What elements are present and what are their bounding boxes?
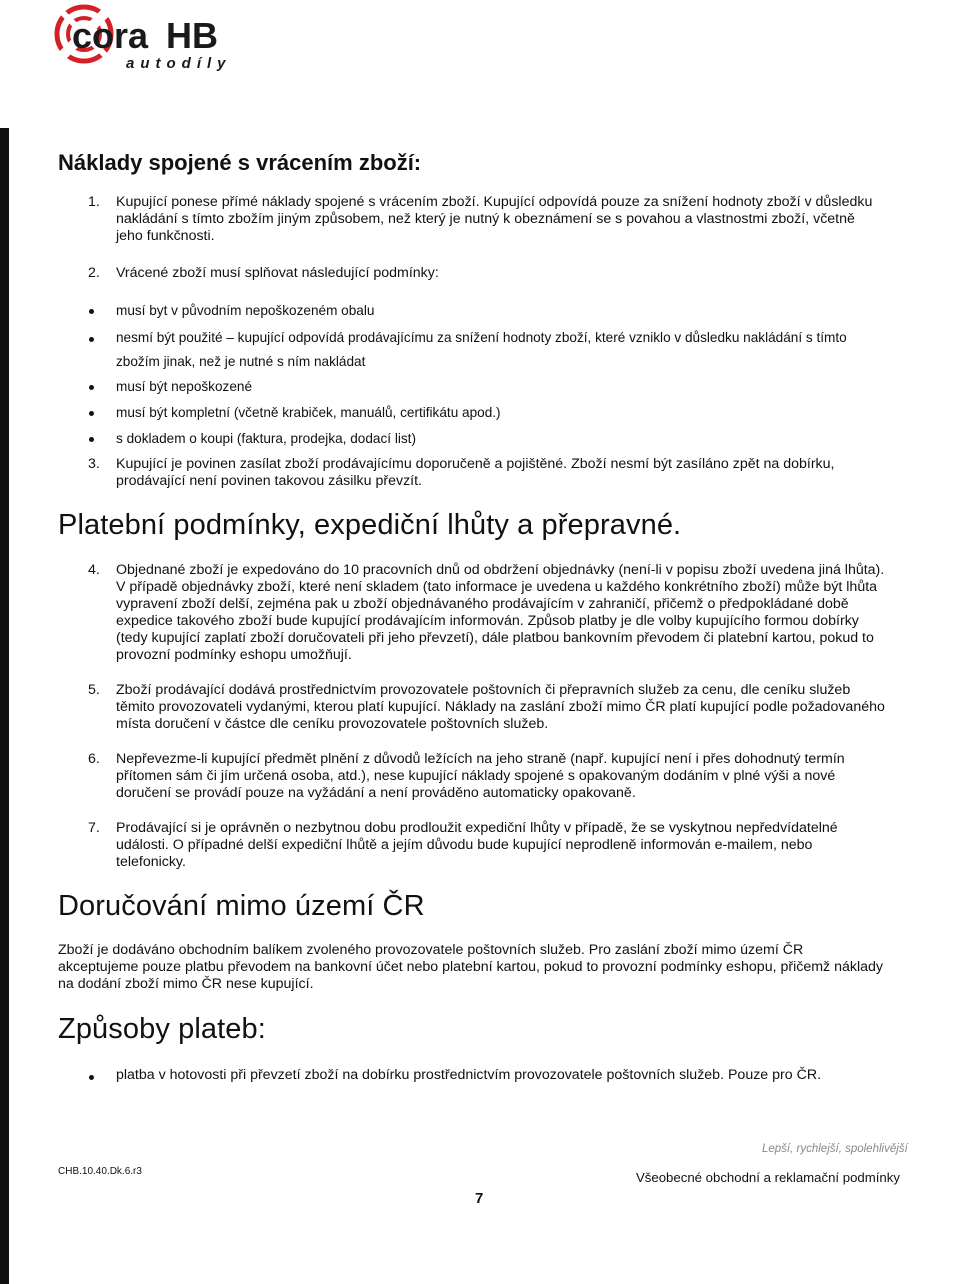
bullet-text: musí byt v původním nepoškozeném obalu bbox=[116, 303, 375, 318]
paragraph-line: na dodání zboží mimo ČR nese kupující. bbox=[58, 976, 314, 992]
paragraph-line: Zboží je dodáváno obchodním balíkem zvoleného provozovatele poštovních služeb. Pro zaslání zboží mimo území ČR bbox=[58, 942, 804, 958]
footer-doc-title: Všeobecné obchodní a reklamační podmínky bbox=[636, 1170, 900, 1185]
section-heading-returns: Náklady spojené s vrácením zboží: bbox=[58, 150, 422, 175]
item-text-line: Kupující je povinen zasílat zboží prodávajícímu doporučeně a pojištěné. Zboží nesmí být zasíláno zpět na dobírku, bbox=[116, 456, 835, 472]
corahb-logo bbox=[54, 4, 244, 72]
item-text-line: těmito provozovateli vydanými, kterou platí kupující. Náklady na zaslání zboží mimo ČR platí kupující podle požadovaného bbox=[116, 699, 885, 715]
item-text-line: doručení se provádí pouze na vyžádání a není prováděno automaticky opakovaně. bbox=[116, 785, 636, 801]
bullet-dot bbox=[89, 309, 94, 314]
section-heading-delivery-abroad: Doručování mimo území ČR bbox=[58, 890, 425, 922]
item-text-line: provozní podmínky eshopu umožňují. bbox=[116, 647, 352, 663]
item-text-line: jeho funkčnosti. bbox=[116, 228, 215, 244]
item-text-line: nakládání s tímto zbožím jiným způsobem, než který je nutný k obeznámení se s povahou a vlastnostmi zboží, včetně bbox=[116, 211, 855, 227]
item-text-line: Objednané zboží je expedováno do 10 pracovních dnů od obdržení objednávky (není-li v popisu zboží uvedena jiná lhůta). bbox=[116, 562, 885, 578]
item-text-line: místa doručení v částce dle ceníku provozovatele poštovních služeb. bbox=[116, 716, 549, 732]
item-text-line: události. O případné delší expediční lhůtě a jejím důvodu bude kupující neprodleně informován e-mailem, nebo bbox=[116, 837, 813, 853]
bullet-text: s dokladem o koupi (faktura, prodejka, dodací list) bbox=[116, 431, 416, 446]
section-heading-payment-methods: Způsoby plateb: bbox=[58, 1013, 266, 1045]
bullet-text: platba v hotovosti při převzetí zboží na dobírku prostřednictvím provozovatele poštovních služeb. Pouze pro ČR. bbox=[116, 1067, 822, 1083]
item-text-line: telefonicky. bbox=[116, 854, 186, 870]
bullet-dot bbox=[89, 1075, 94, 1080]
bullet-text: musí být nepoškozené bbox=[116, 379, 253, 394]
item-number: 4. bbox=[88, 562, 100, 578]
brand-name-hb: HB bbox=[166, 15, 218, 56]
item-text-line: Prodávající si je oprávněn o nezbytnou dobu prodloužit expediční lhůty v případě, že se vyskytnou nepředvídatelné bbox=[116, 820, 838, 836]
item-text-line: přítomen sám či jím určená osoba, atd.), nese kupující náklady spojené s opakovaným dodáním v plné výši a nové bbox=[116, 768, 836, 784]
paragraph-line: akceptujeme pouze platbu převodem na bankovní účet nebo platební kartou, pokud to provozní podmínky eshopu, přičemž náklady bbox=[58, 959, 883, 975]
item-text-line: V případě objednávky zboží, které není skladem (tato informace je uvedena u každého konkrétního zboží) může být lhůta bbox=[116, 579, 878, 595]
item-number: 6. bbox=[88, 751, 100, 767]
bullet-dot bbox=[89, 411, 94, 416]
bullet-dot bbox=[89, 437, 94, 442]
bullet-text: musí být kompletní (včetně krabiček, manuálů, certifikátu apod.) bbox=[116, 405, 501, 420]
item-number: 5. bbox=[88, 682, 100, 698]
item-text-line: Zboží prodávající dodává prostřednictvím provozovatele poštovních či přepravních služeb za cenu, dle ceníku služeb bbox=[116, 682, 851, 698]
sidebar-bar bbox=[0, 128, 9, 1284]
bullet-dot bbox=[89, 385, 94, 390]
item-number: 2. bbox=[88, 265, 100, 281]
footer-tagline: Lepší, rychlejší, spolehlivější bbox=[762, 1143, 908, 1155]
item-text-line: vypravení zboží delší, zejména pak u zboží objednávaného prodávajícím v zahraničí, přičemž o předpokládané době bbox=[116, 596, 849, 612]
item-text-line: Vrácené zboží musí splňovat následující podmínky: bbox=[116, 265, 439, 281]
page-number: 7 bbox=[475, 1190, 484, 1207]
bullet-dot bbox=[89, 337, 94, 342]
item-text-line: Kupující ponese přímé náklady spojené s vrácením zboží. Kupující odpovídá pouze za snížení hodnoty zboží v důsledku bbox=[116, 194, 873, 210]
item-number: 1. bbox=[88, 194, 100, 210]
brand-subtitle: autodíly bbox=[126, 55, 232, 72]
item-text-line: prodávající není povinen takovou zásilku převzít. bbox=[116, 473, 422, 489]
item-text-line: Nepřevezme-li kupující předmět plnění z důvodů ležících na jeho straně (např. kupující není i přes dohodnutý termín bbox=[116, 751, 845, 767]
item-number: 3. bbox=[88, 456, 100, 472]
bullet-text: nesmí být použité – kupující odpovídá prodávajícímu za snížení hodnoty zboží, které vzniklo v důsledku nakládání s tímto bbox=[116, 330, 847, 345]
item-number: 7. bbox=[88, 820, 100, 836]
bullet-text: zbožím jinak, než je nutné s ním nakládat bbox=[116, 354, 366, 369]
item-text-line: expedice takového zboží bude kupující prodávajícím informován. Způsob platby je dle volby kupujícího formou dobírky bbox=[116, 613, 859, 629]
brand-name-cora: cora bbox=[72, 15, 149, 56]
footer-doc-code: CHB.10.40.Dk.6.r3 bbox=[58, 1166, 142, 1177]
item-text-line: (tedy kupující zaplatí zboží doručovateli při jeho převzetí), dále platbou bankovním převodem či platební kartou, pokud to bbox=[116, 630, 874, 646]
section-heading-payment: Platební podmínky, expediční lhůty a přepravné. bbox=[58, 509, 682, 541]
